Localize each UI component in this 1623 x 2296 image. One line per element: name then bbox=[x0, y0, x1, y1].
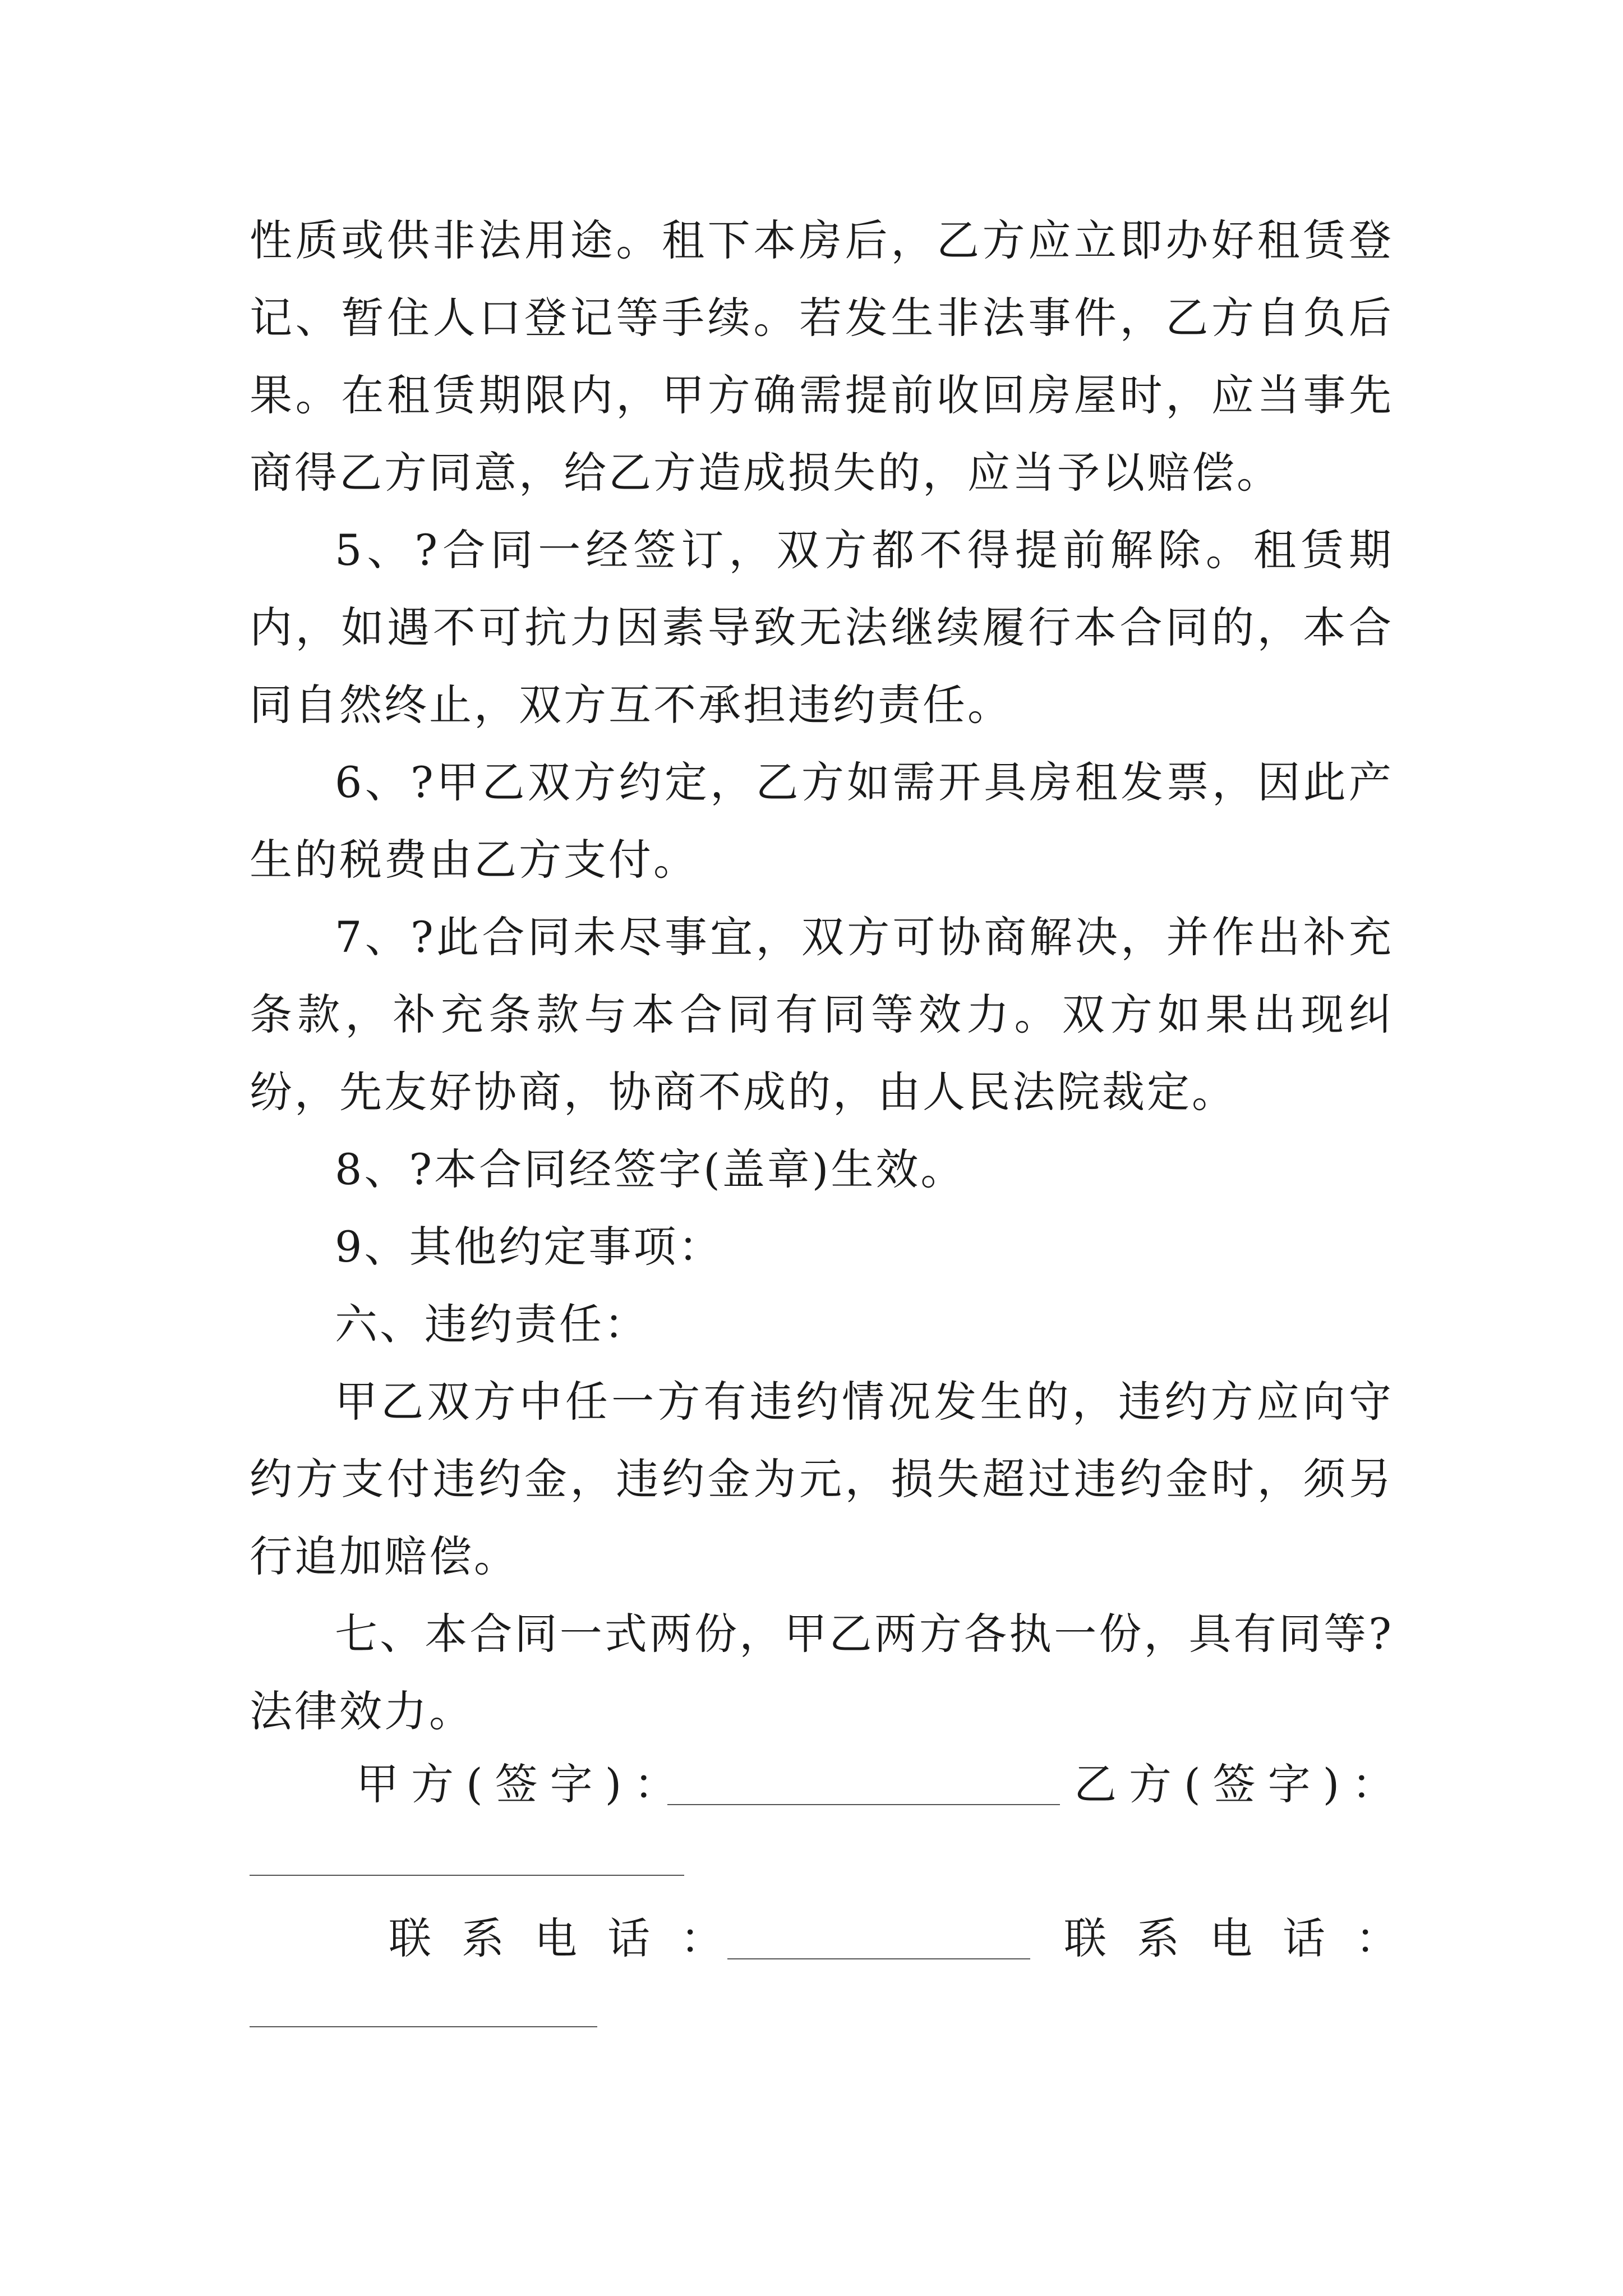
party-a-signature-label: 甲方(签字)： bbox=[356, 1759, 689, 1809]
paragraph-clause-6: 6、?甲乙双方约定，乙方如需开具房租发票，因此产生的税费由乙方支付。 bbox=[250, 757, 1394, 885]
party-a-signature-blank[interactable] bbox=[667, 1804, 1060, 1805]
phone-a-label: 联系电话： bbox=[389, 1913, 753, 1963]
signature-row bbox=[250, 1750, 1407, 1818]
paragraph-breach-liability: 甲乙双方中任一方有违约情况发生的，违约方应向守约方支付违约金，违约金为元，损失超过违约金时，须另行追加赔偿。 bbox=[250, 1377, 1394, 1581]
paragraph-1: 性质或供非法用途。租下本房后，乙方应立即办好租赁登记、暂住人口登记等手续。若发生非法事件，乙方自负后果。在租赁期限内，甲方确需提前收回房屋时，应当事先商得乙方同意，给乙方造成损失的，应当予以赔偿。 bbox=[250, 215, 1394, 498]
paragraph-clause-7: 7、?此合同未尽事宜，双方可协商解决，并作出补充条款，补充条款与本合同有同等效力。双方如果出现纠纷，先友好协商，协商不成的，由人民法院裁定。 bbox=[250, 912, 1394, 1117]
phone-a-blank[interactable] bbox=[727, 1958, 1030, 1959]
phone-b-label: 联系电话： bbox=[1064, 1913, 1428, 1963]
phone-b-blank[interactable] bbox=[250, 2026, 597, 2027]
document-page bbox=[250, 202, 1394, 1750]
party-b-signature-label: 乙方(签字)： bbox=[1074, 1759, 1407, 1809]
party-b-signature-blank[interactable] bbox=[250, 1875, 684, 1876]
paragraph-clause-8: 8、?本合同经签字(盖章)生效。 bbox=[335, 1144, 966, 1194]
phone-row bbox=[250, 1904, 1428, 1972]
paragraph-clause-5: 5、?合同一经签订，双方都不得提前解除。租赁期内，如遇不可抗力因素导致无法继续履行本合同的，本合同自然终止，双方互不承担违约责任。 bbox=[250, 525, 1394, 730]
section-heading-breach: 六、违约责任： bbox=[335, 1299, 649, 1349]
paragraph-clause-9: 9、其他约定事项： bbox=[335, 1222, 723, 1272]
paragraph-copies: 七、本合同一式两份，甲乙两方各执一份，具有同等?法律效力。 bbox=[250, 1609, 1394, 1736]
